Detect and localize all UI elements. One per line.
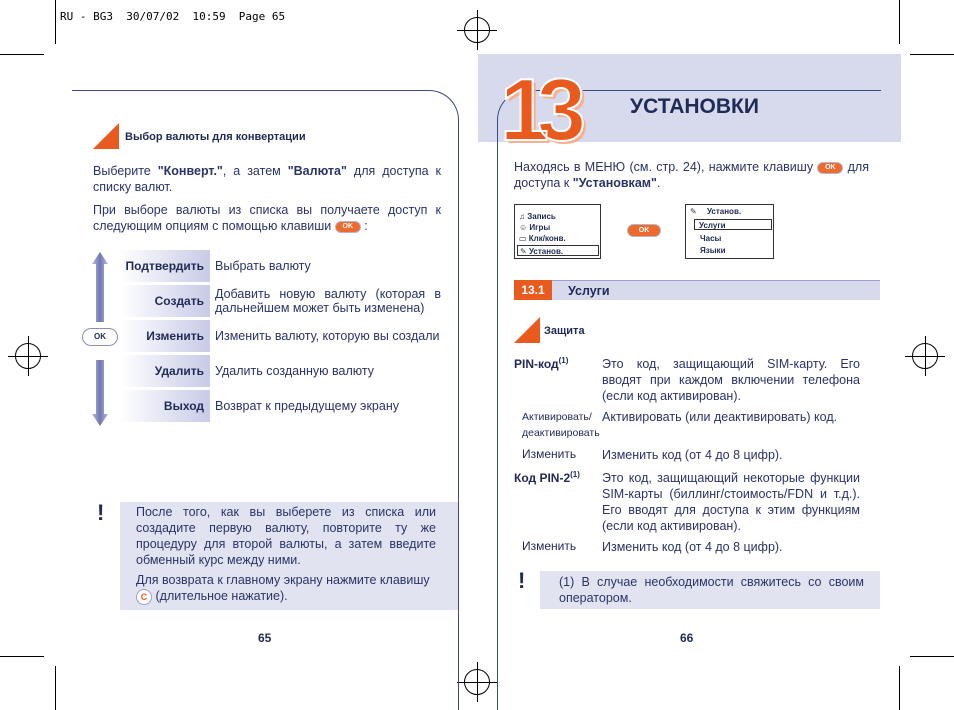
menu-item: ♫ Запись xyxy=(519,212,556,221)
option-exit-button[interactable]: Выход xyxy=(120,390,210,422)
option-description: Возврат к предыдущему экрану xyxy=(215,399,399,413)
settings-icon: ✎ xyxy=(520,247,529,256)
screen-title: ✎ Установ. xyxy=(690,207,742,216)
option-create-button[interactable]: Создать xyxy=(120,285,210,317)
settings-icon: ✎ xyxy=(690,207,699,216)
chapter-title: УСТАНОВКИ xyxy=(630,95,759,118)
section-marker-icon xyxy=(514,317,540,343)
menu-item: ▭ Клк/конв. xyxy=(519,234,566,243)
footnote-text: (1) В случае необходимости свяжитесь со своим оператором. xyxy=(559,575,864,605)
warning-icon: ! xyxy=(518,568,526,593)
c-key-icon: C xyxy=(136,589,152,605)
definition-key: Изменить xyxy=(522,539,577,553)
registration-mark xyxy=(464,669,490,695)
phone-screen-menu xyxy=(514,204,601,259)
option-row xyxy=(120,355,460,387)
registration-mark xyxy=(912,343,938,369)
option-edit-button[interactable]: Изменить xyxy=(120,320,210,352)
paragraph-settings-intro: Находясь в МЕНЮ (см. стр. 24), нажмите клавишу OK для доступа к "Установкам". xyxy=(514,160,869,190)
section-marker-icon xyxy=(93,123,119,149)
option-description: Изменить валюту, которую вы создали xyxy=(215,329,440,343)
option-row xyxy=(120,320,460,352)
option-row xyxy=(120,250,460,282)
definition-value: Активировать (или деактивировать) код. xyxy=(602,410,838,424)
option-confirm-button[interactable]: Подтвердить xyxy=(120,250,210,282)
option-row xyxy=(120,390,460,422)
crop-mark xyxy=(899,666,900,710)
crop-mark xyxy=(910,656,954,657)
section-title: Защита xyxy=(544,325,585,337)
crop-mark xyxy=(0,54,44,55)
page-number: 66 xyxy=(680,631,694,645)
option-description: Добавить новую валюту (которая в дальнейшем может быть изменена) xyxy=(215,287,441,315)
definition-value: Это код, защищающий некоторые функции SIM-карты (биллинг/стоимость/FDN и т.д.). Его вводят для доступа к этим функциям (если код активирован). xyxy=(602,471,860,533)
menu-item-selected: Услуги xyxy=(694,219,772,230)
section-title: Выбор валюты для конвертации xyxy=(125,131,306,143)
definition-key: Код PIN-2$^{(1)}$ xyxy=(514,470,580,485)
registration-mark xyxy=(15,343,41,369)
record-icon: ♫ xyxy=(519,212,528,221)
menu-item: Языки xyxy=(700,246,726,255)
definition-key: Изменить xyxy=(522,447,577,461)
chapter-number: 13 xyxy=(500,60,574,159)
crop-mark xyxy=(0,656,44,657)
definition-value: Это код, защищающий SIM-карту. Его вводят при каждом включении телефона (если код активирован). xyxy=(602,357,860,403)
menu-item: ☺ Игры xyxy=(519,223,551,232)
crop-mark xyxy=(55,666,56,710)
ok-navigation-key-icon: OK xyxy=(82,328,118,346)
menu-item: Часы xyxy=(700,234,722,243)
option-delete-button[interactable]: Удалить xyxy=(120,355,210,387)
option-row xyxy=(120,285,460,317)
ok-key-icon: OK xyxy=(817,162,843,174)
registration-mark xyxy=(464,17,490,43)
phone-screen-settings xyxy=(685,204,774,259)
crop-mark xyxy=(55,0,56,44)
definition-value: Изменить код (от 4 до 8 цифр). xyxy=(602,540,783,554)
subsection-number: 13.1 xyxy=(514,280,552,300)
ok-key-icon: OK xyxy=(627,224,661,237)
paragraph-options-intro: При выборе валюты из списка вы получаете доступ к следующим опциям с помощью клавиши OK : xyxy=(93,203,441,233)
page-number: 65 xyxy=(258,631,272,645)
option-description: Удалить созданную валюту xyxy=(215,364,374,378)
games-icon: ☺ xyxy=(519,223,530,232)
note-text: После того, как вы выберете из списка или создадите первую валюту, повторите ту же процедуру для второй валюты, а затем введите обменный курс между ними. xyxy=(136,505,436,567)
crop-mark xyxy=(910,54,954,55)
definition-key: Активировать/ деактивировать xyxy=(522,411,600,439)
crop-mark xyxy=(899,0,900,44)
paragraph-select-currency: Выберите "Конверт.", а затем "Валюта" для доступа к списку валют. xyxy=(93,164,441,194)
option-description: Выбрать валюту xyxy=(215,259,311,273)
definition-key: PIN-код$^{(1)}$ xyxy=(514,356,569,371)
note-return-text: Для возврата к главному экрану нажмите клавишу C (длительное нажатие). xyxy=(136,573,430,603)
menu-item-selected: ✎ Установ. xyxy=(517,245,599,256)
ok-key-icon: OK xyxy=(335,221,361,233)
subsection-title: Услуги xyxy=(568,284,610,298)
warning-icon: ! xyxy=(97,500,105,525)
definition-value: Изменить код (от 4 до 8 цифр). xyxy=(602,448,783,462)
print-header: RU - BG3 30/07/02 10:59 Page 65 xyxy=(60,10,286,23)
calculator-icon: ▭ xyxy=(519,234,529,243)
